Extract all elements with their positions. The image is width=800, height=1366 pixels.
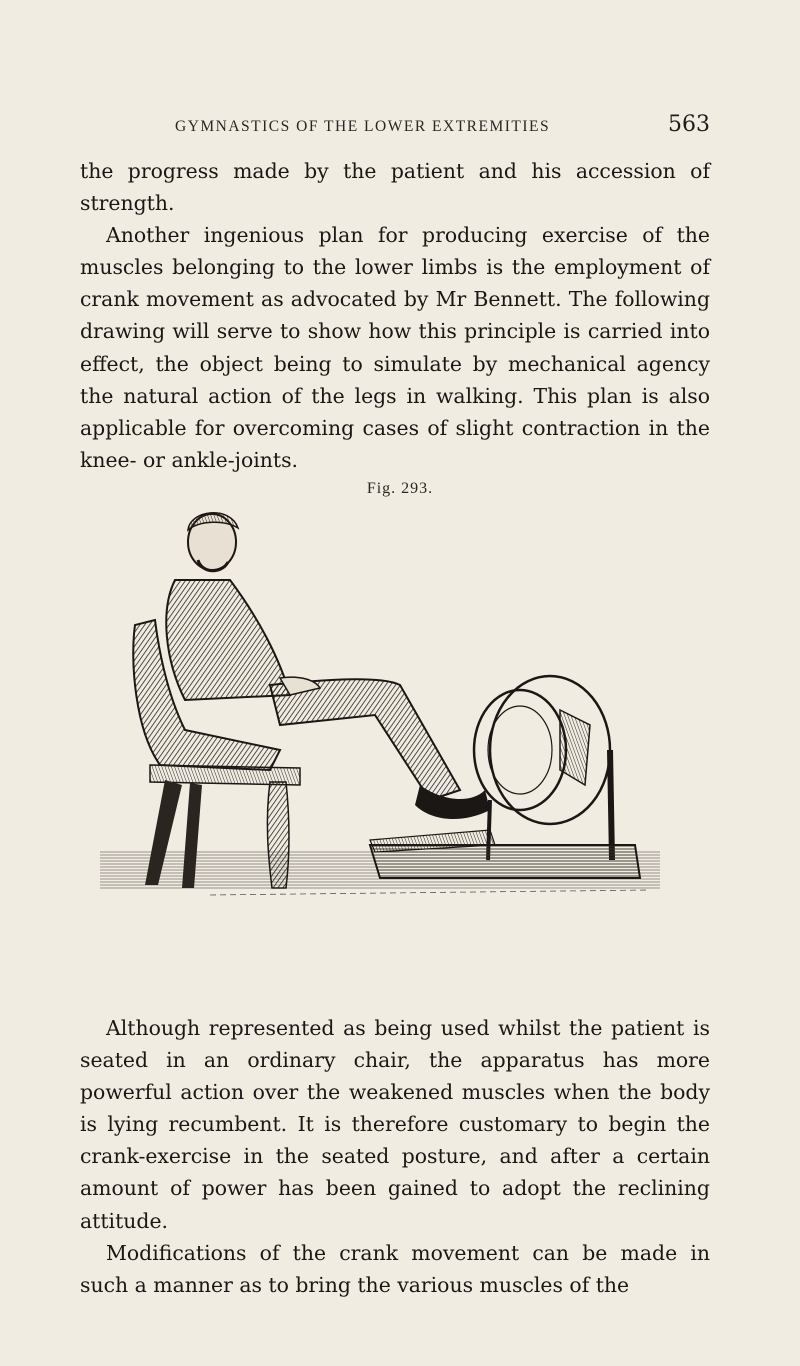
- top-text-block: [80, 155, 710, 476]
- figure-293-illustration: [90, 500, 670, 930]
- figure-caption: Fig. 293.: [366, 480, 434, 497]
- crank-movement-paragraph: Another ingenious plan for producing exercise of the muscles belonging to the lower limbs is the employment of crank movement as advocated by Mr Bennett. The following drawing will serve to show how this principle is carried into effect, the object being to simulate by mechanical agency the natural action of the legs in walking. This plan is also applicable for overcoming cases of slight contraction in the knee- or ankle-joints.: [80, 223, 710, 472]
- running-title: GYMNASTICS OF THE LOWER EXTREMITIES: [175, 118, 551, 135]
- continuation-paragraph: the progress made by the patient and his accession of strength.: [80, 159, 710, 216]
- page-number: 563: [668, 112, 710, 137]
- modifications-paragraph: Modifications of the crank movement can be made in such a manner as to bring the various muscles of the: [80, 1240, 710, 1297]
- bottom-text-block: [80, 1012, 710, 1301]
- crank-apparatus-engraving: [90, 500, 670, 930]
- recumbent-paragraph: Although represented as being used whilst the patient is seated in an ordinary chair, the apparatus has more powerful action over the weakened muscles when the body is lying recumbent. It is therefore customary to begin the crank-exercise in the seated posture, and after a certain amount of power has been gained to adopt the reclining attitude.: [80, 1016, 710, 1233]
- running-head: [175, 112, 710, 137]
